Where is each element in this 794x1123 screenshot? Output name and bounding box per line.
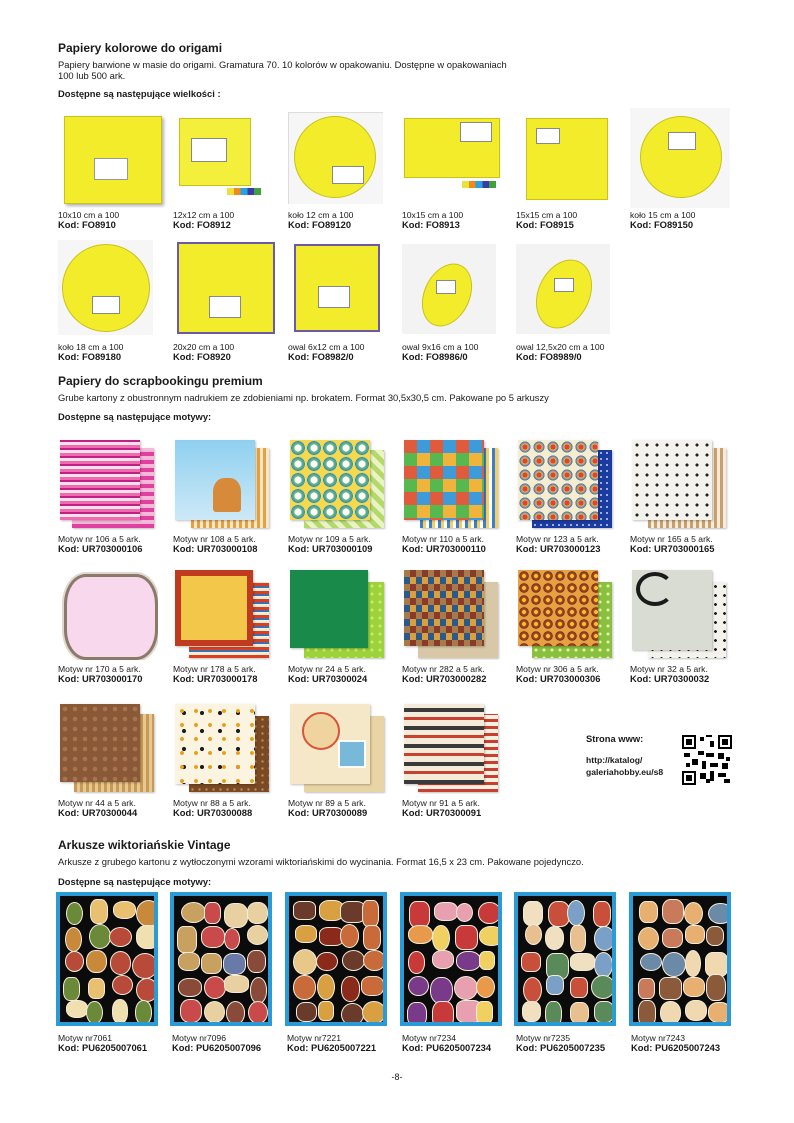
vintage-sheet-artwork <box>633 896 727 1022</box>
vintage-cutout <box>526 925 542 944</box>
scrap-item-caption: Motyw nr 170 a 5 ark. Kod: UR703000170 <box>58 664 143 684</box>
vintage-cutout <box>684 978 705 996</box>
vintage-cutout <box>294 976 315 999</box>
vintage-cutout <box>317 953 337 971</box>
vintage-cutout <box>547 976 563 994</box>
vintage-cutout <box>455 977 477 999</box>
product-image-ur703000165 <box>630 438 730 530</box>
vintage-cutout <box>571 954 594 970</box>
vintage-cutout <box>549 902 570 927</box>
product-image-ur703000110 <box>402 438 502 530</box>
product-image-pu6205007234 <box>400 892 502 1026</box>
vintage-cutout <box>522 953 540 972</box>
vintage-item-caption: Motyw nr7061 Kod: PU6205007061 <box>58 1033 148 1053</box>
origami-item-caption: 10x10 cm a 100 Kod: FO8910 <box>58 210 120 230</box>
origami-item-caption: koło 18 cm a 100 Kod: FO89180 <box>58 342 124 362</box>
vintage-cutout <box>639 979 654 999</box>
vintage-item-caption: Motyw nr7096 Kod: PU6205007096 <box>172 1033 262 1053</box>
product-image-ur70300091 <box>402 702 502 794</box>
vintage-cutout <box>342 977 360 1001</box>
vintage-cutout <box>686 951 700 976</box>
vintage-cutout <box>136 1001 151 1022</box>
vintage-cutout <box>477 1002 492 1022</box>
scrapbooking-description: Grube kartony z obustronnym nadrukiem ze zdobieniami np. brokatem. Format 30,5x30,5 cm. Pakowane po 5 arkuszy <box>58 392 549 403</box>
vintage-cutout <box>568 901 584 925</box>
vintage-cutout <box>661 1002 680 1022</box>
vintage-cutout <box>707 975 725 1000</box>
product-image-ur703000306 <box>516 568 616 660</box>
vintage-cutout <box>686 1001 706 1020</box>
vintage-sheet-artwork <box>289 896 383 1022</box>
product-image-ur70300044 <box>58 702 158 794</box>
scrap-item-caption: Motyw nr 32 a 5 ark. Kod: UR70300032 <box>630 664 710 684</box>
origami-item-caption: owal 12,5x20 cm a 100 Kod: FO8989/0 <box>516 342 605 362</box>
vintage-cutout <box>320 928 343 945</box>
vintage-cutout <box>571 926 585 951</box>
vintage-cutout <box>409 977 428 996</box>
product-image-fo8982 <box>288 240 383 335</box>
product-image-ur703000178 <box>173 568 273 660</box>
product-image-pu6205007243 <box>629 892 731 1026</box>
scrap-item-caption: Motyw nr 178 a 5 ark. Kod: UR703000178 <box>173 664 258 684</box>
vintage-cutout <box>410 902 430 927</box>
vintage-item-caption: Motyw nr7235 Kod: PU6205007235 <box>516 1033 606 1053</box>
product-image-ur703000170 <box>58 568 158 660</box>
vintage-cutout <box>341 902 365 922</box>
product-image-fo89180 <box>58 240 153 335</box>
vintage-cutout <box>546 1002 560 1022</box>
vintage-cutout <box>663 900 682 923</box>
vintage-cutout <box>456 926 477 949</box>
origami-item-caption: owal 9x16 cm a 100 Kod: FO8986/0 <box>402 342 479 362</box>
vintage-cutout <box>663 929 682 948</box>
vintage-cutout <box>435 903 457 920</box>
vintage-cutout <box>640 902 656 923</box>
origami-item-caption: 10x15 cm a 100 Kod: FO8913 <box>402 210 464 230</box>
vintage-cutout <box>90 925 110 948</box>
vintage-cutout <box>343 951 364 970</box>
vintage-cutout <box>202 927 224 947</box>
vintage-cutout <box>113 976 132 994</box>
vintage-cutout <box>479 903 498 923</box>
vintage-cutout <box>523 1002 540 1021</box>
vintage-cutout <box>297 1003 316 1021</box>
vintage-cutout <box>364 951 383 970</box>
vintage-description: Arkusze z grubego kartonu z wytłoczonymi wzorami wiktoriańskimi do wycinania. Format 16,5 x 23 cm. Pakowane pojedynczo. <box>58 856 584 867</box>
vintage-cutout <box>641 954 661 970</box>
vintage-cutout <box>709 904 727 923</box>
vintage-cutout <box>409 952 424 973</box>
vintage-cutout <box>87 951 105 972</box>
vintage-cutout <box>251 978 267 1003</box>
scrap-item-caption: Motyw nr 24 a 5 ark. Kod: UR70300024 <box>288 664 368 684</box>
vintage-cutout <box>457 904 472 921</box>
vintage-cutout <box>408 1003 426 1022</box>
scrap-item-caption: Motyw nr 91 a 5 ark. Kod: UR70300091 <box>402 798 482 818</box>
vintage-cutout <box>318 975 333 999</box>
vintage-cutout <box>178 927 196 951</box>
vintage-cutout <box>67 903 81 924</box>
vintage-cutout <box>225 976 249 992</box>
origami-description: Papiery barwione w masie do origami. Gramatura 70. 10 kolorów w opakowaniu. Dostępne w opakowaniach 100 lub 500 ark. <box>58 59 507 81</box>
vintage-item-caption: Motyw nr7243 Kod: PU6205007243 <box>631 1033 721 1053</box>
qr-code-icon <box>682 735 732 785</box>
vintage-cutout <box>433 1002 452 1022</box>
vintage-cutout <box>66 952 83 971</box>
vintage-cutout <box>477 977 494 997</box>
vintage-cutout <box>205 977 225 998</box>
scrap-item-caption: Motyw nr 108 a 5 ark. Kod: UR703000108 <box>173 534 258 554</box>
product-image-pu6205007096 <box>170 892 272 1026</box>
vintage-cutout <box>114 902 136 918</box>
vintage-cutout <box>179 979 202 997</box>
vintage-cutout <box>592 976 612 998</box>
vintage-cutout <box>319 1002 333 1020</box>
vintage-cutout <box>524 978 541 1002</box>
vintage-cutout <box>248 951 265 973</box>
vintage-cutout <box>709 1003 727 1022</box>
product-image-pu6205007235 <box>514 892 616 1026</box>
vintage-cutout <box>66 928 81 951</box>
website-heading: Strona www: <box>586 733 644 744</box>
vintage-cutout <box>433 951 453 967</box>
scrap-item-caption: Motyw nr 89 a 5 ark. Kod: UR70300089 <box>288 798 368 818</box>
vintage-cutout <box>137 901 154 926</box>
product-image-ur703000106 <box>58 438 158 530</box>
product-image-fo8920 <box>173 240 275 335</box>
origami-item-caption: 20x20 cm a 100 Kod: FO8920 <box>173 342 235 362</box>
vintage-cutout <box>202 954 221 973</box>
vintage-cutout <box>64 978 78 1000</box>
vintage-cutout <box>320 901 344 920</box>
product-image-fo8910 <box>58 108 168 208</box>
vintage-cutout <box>639 928 658 949</box>
product-image-ur70300089 <box>288 702 388 794</box>
product-image-ur70300032 <box>630 568 730 660</box>
scrapbooking-subheading: Dostępne są następujące motywy: <box>58 411 212 422</box>
vintage-cutout <box>294 902 315 919</box>
vintage-cutout <box>248 903 267 923</box>
vintage-cutout <box>224 954 244 974</box>
vintage-item-caption: Motyw nr7221 Kod: PU6205007221 <box>287 1033 377 1053</box>
vintage-cutout <box>363 1002 383 1022</box>
vintage-cutout <box>524 902 542 925</box>
origami-item-caption: koło 12 cm a 100 Kod: FO89120 <box>288 210 354 230</box>
product-image-ur70300024 <box>288 568 388 660</box>
scrap-item-caption: Motyw nr 165 a 5 ark. Kod: UR703000165 <box>630 534 715 554</box>
vintage-item-caption: Motyw nr7234 Kod: PU6205007234 <box>402 1033 492 1053</box>
scrap-item-caption: Motyw nr 88 a 5 ark. Kod: UR70300088 <box>173 798 253 818</box>
vintage-sheet-artwork <box>518 896 612 1022</box>
vintage-cutout <box>431 978 452 1004</box>
origami-item-caption: owal 6x12 cm a 100 Kod: FO8982/0 <box>288 342 365 362</box>
vintage-cutout <box>457 952 479 969</box>
vintage-sheet-artwork <box>404 896 498 1022</box>
vintage-cutout <box>113 1000 128 1022</box>
product-image-fo8912 <box>173 112 263 202</box>
vintage-cutout <box>571 978 587 998</box>
vintage-cutout <box>181 1000 201 1022</box>
vintage-cutout <box>248 926 267 944</box>
vintage-cutout <box>594 902 610 926</box>
product-image-ur703000109 <box>288 438 388 530</box>
vintage-cutout <box>686 926 703 943</box>
product-image-fo89120 <box>288 112 383 204</box>
page-number: -8- <box>391 1072 403 1082</box>
vintage-cutout <box>546 927 563 949</box>
vintage-cutout <box>205 903 220 924</box>
vintage-cutout <box>110 928 131 946</box>
scrap-item-caption: Motyw nr 109 a 5 ark. Kod: UR703000109 <box>288 534 373 554</box>
product-image-ur703000123 <box>516 438 616 530</box>
vintage-cutout <box>205 1002 224 1022</box>
vintage-cutout <box>639 1001 656 1022</box>
product-image-fo8913 <box>402 116 502 191</box>
vintage-cutout <box>663 953 685 977</box>
vintage-cutout <box>249 1002 267 1022</box>
product-image-pu6205007221 <box>285 892 387 1026</box>
vintage-cutout <box>362 977 383 995</box>
vintage-cutout <box>133 954 154 978</box>
vintage-cutout <box>660 978 681 998</box>
origami-item-caption: 15x15 cm a 100 Kod: FO8915 <box>516 210 578 230</box>
origami-item-caption: koło 15 cm a 100 Kod: FO89150 <box>630 210 696 230</box>
product-image-ur703000108 <box>173 438 273 530</box>
vintage-cutout <box>91 900 107 922</box>
vintage-cutout <box>137 979 154 1002</box>
vintage-cutout <box>433 926 448 950</box>
vintage-cutout <box>67 1001 87 1017</box>
vintage-section-title: Arkusze wiktoriańskie Vintage <box>58 838 231 852</box>
vintage-cutout <box>363 901 378 926</box>
vintage-cutout <box>595 1002 612 1022</box>
vintage-cutout <box>571 1003 588 1022</box>
vintage-cutout <box>225 904 248 927</box>
product-image-fo89150 <box>630 108 730 208</box>
vintage-cutout <box>87 1002 101 1022</box>
product-image-fo8989 <box>516 244 610 334</box>
product-image-fo8986 <box>402 244 496 334</box>
vintage-cutout <box>111 952 130 973</box>
scrap-item-caption: Motyw nr 44 a 5 ark. Kod: UR70300044 <box>58 798 138 818</box>
vintage-cutout <box>706 953 727 975</box>
product-image-ur703000282 <box>402 568 502 660</box>
origami-subheading: Dostępne są następujące wielkości : <box>58 88 221 99</box>
product-image-fo8915 <box>516 112 610 204</box>
vintage-sheet-artwork <box>174 896 268 1022</box>
vintage-subheading: Dostępne są następujące motywy: <box>58 876 212 887</box>
scrap-item-caption: Motyw nr 282 a 5 ark. Kod: UR703000282 <box>402 664 487 684</box>
vintage-cutout <box>294 950 316 974</box>
vintage-cutout <box>182 903 205 922</box>
product-image-ur70300088 <box>173 702 273 794</box>
vintage-cutout <box>179 953 199 969</box>
website-url[interactable]: http://katalog/ galeriahobby.eu/s8 <box>586 755 664 777</box>
vintage-cutout <box>364 926 380 949</box>
vintage-cutout <box>296 926 316 942</box>
scrap-item-caption: Motyw nr 110 a 5 ark. Kod: UR703000110 <box>402 534 486 554</box>
scrap-item-caption: Motyw nr 106 a 5 ark. Kod: UR703000106 <box>58 534 143 554</box>
vintage-cutout <box>227 1002 245 1022</box>
scrap-item-caption: Motyw nr 123 a 5 ark. Kod: UR703000123 <box>516 534 601 554</box>
vintage-cutout <box>89 979 104 998</box>
vintage-cutout <box>342 1004 363 1022</box>
vintage-sheet-artwork <box>60 896 154 1022</box>
vintage-cutout <box>480 927 499 945</box>
vintage-cutout <box>409 926 432 944</box>
vintage-cutout <box>685 903 702 924</box>
product-image-pu6205007061 <box>56 892 158 1026</box>
vintage-cutout <box>137 926 155 948</box>
scrapbooking-section-title: Papiery do scrapbookingu premium <box>58 374 263 388</box>
origami-item-caption: 12x12 cm a 100 Kod: FO8912 <box>173 210 235 230</box>
vintage-cutout <box>707 927 724 945</box>
vintage-cutout <box>341 925 359 947</box>
vintage-cutout <box>480 952 494 969</box>
vintage-cutout <box>595 953 612 978</box>
origami-section-title: Papiery kolorowe do origami <box>58 41 223 55</box>
scrap-item-caption: Motyw nr 306 a 5 ark. Kod: UR703000306 <box>516 664 601 684</box>
vintage-cutout <box>225 929 239 949</box>
vintage-cutout <box>595 927 613 950</box>
